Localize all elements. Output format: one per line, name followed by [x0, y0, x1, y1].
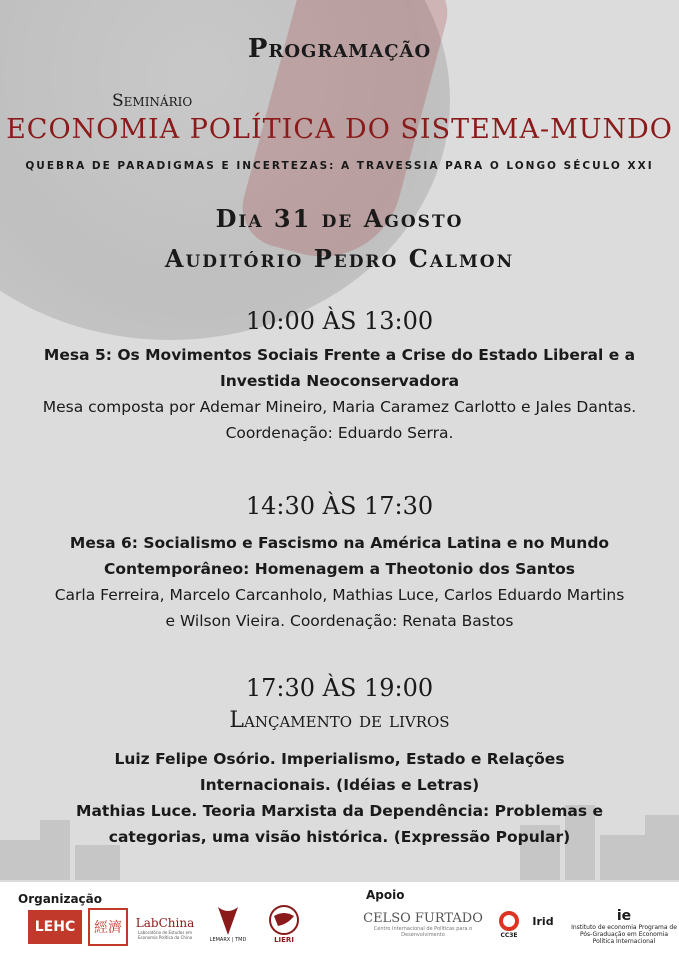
celso-furtado-logo: CELSO FURTADO Centro Internacional de Políticas para o Desenvolvimento	[363, 910, 483, 938]
session-subtitle: Lançamento de livros	[229, 708, 450, 733]
support-label: Apoio	[366, 888, 405, 902]
page-title: Programação	[247, 34, 432, 64]
ie-ufrj-logo: ie Instituto de economia Programa de Pós-Graduação em Economia Política Internacional	[571, 907, 677, 945]
session-description: Mesa composta por Ademar Mineiro, Maria Caramez Carlotto e Jales Dantas. Coordenação: Eduardo Serra.	[42, 398, 637, 442]
session-title: Mesa 6: Socialismo e Fascismo na América Latina e no Mundo Contemporâneo: Homenagem a Theotonio dos Santos	[69, 534, 610, 578]
session-description: Carla Ferreira, Marcelo Carcanholo, Mathias Luce, Carlos Eduardo Martins e Wilson Vieira. Coordenação: Renata Bastos	[54, 586, 625, 630]
labchina-logo: LabChina Laboratório de Estudos em Economia Política da China	[135, 916, 195, 940]
seminar-label: Seminário	[112, 91, 193, 111]
session-block	[0, 530, 679, 634]
session-time: 14:30 ÀS 17:30	[245, 492, 434, 520]
org-label: Organização	[18, 892, 102, 906]
books-block	[0, 746, 679, 850]
footer-logos	[0, 882, 679, 960]
event-day: Dia 31 de Agosto	[215, 204, 464, 233]
jingji-logo: 經濟	[88, 908, 128, 946]
lemarx-logo: LEMARX | TMD	[208, 900, 248, 948]
session-time: 10:00 ÀS 13:00	[245, 307, 434, 335]
lieri-logo: LIERI	[255, 900, 313, 948]
session-title: Mesa 5: Os Movimentos Sociais Frente a Crise do Estado Liberal e a Investida Neoconservadora	[43, 346, 636, 390]
event-place: Auditório Pedro Calmon	[164, 244, 515, 273]
lehc-logo: LEHC	[28, 910, 82, 944]
session-block	[0, 342, 679, 446]
book-item: Luiz Felipe Osório. Imperialismo, Estado e Relações Internacionais. (Idéias e Letras)	[114, 750, 565, 794]
session-time: 17:30 ÀS 19:00	[245, 674, 434, 702]
seminar-subtitle: QUEBRA DE PARADIGMAS E INCERTEZAS: A TRAVESSIA PARA O LONGO SÉCULO XXI	[25, 160, 654, 172]
irid-logo: Irid	[532, 914, 554, 928]
seminar-title: ECONOMIA POLÍTICA DO SISTEMA-MUNDO	[6, 114, 673, 145]
cc3e-logo: CC3E	[494, 902, 524, 946]
book-item: Mathias Luce. Teoria Marxista da Dependência: Problemas e categorias, uma visão histórica. (Expressão Popular)	[76, 802, 603, 846]
